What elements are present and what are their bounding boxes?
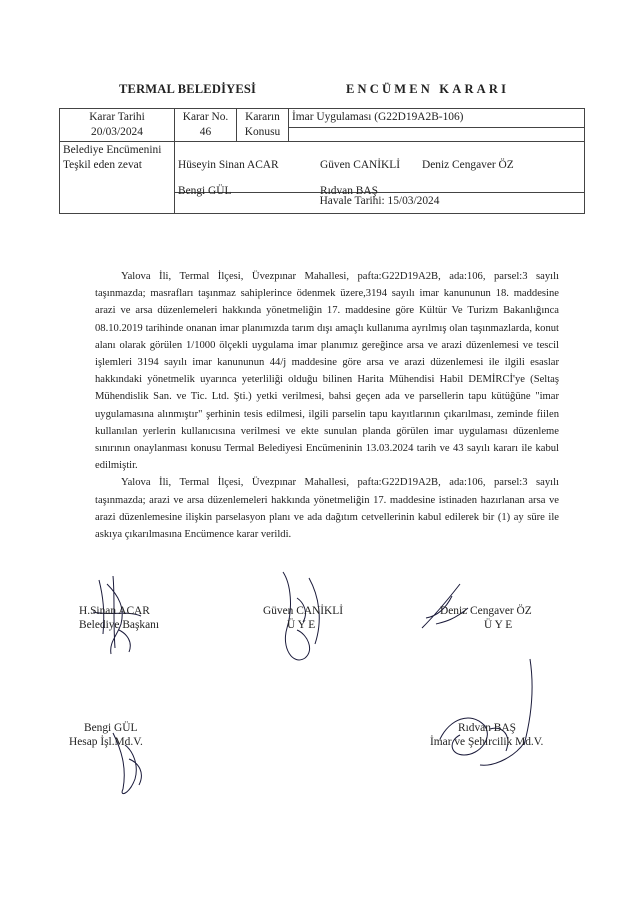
institution-title: TERMAL BELEDİYESİ xyxy=(119,82,257,96)
signature-title-acar: Belediye Başkanı xyxy=(79,619,160,631)
decision-subject-value: İmar Uygulaması (G22D19A2B-106) xyxy=(292,111,464,123)
signature-block-acar xyxy=(79,604,159,632)
signature-name-bas: Rıdvan BAŞ xyxy=(458,722,516,734)
signature-name-gul: Bengi GÜL xyxy=(84,722,138,734)
signature-name-acar: H.Sinan ACAR xyxy=(79,605,150,617)
member-gul: Bengi GÜL xyxy=(178,185,232,197)
signature-block-bas xyxy=(430,721,543,749)
member-bas: Rıdvan BAŞ xyxy=(320,185,378,197)
decision-header-table xyxy=(59,108,585,214)
referral-date-cell xyxy=(175,193,585,214)
decision-body xyxy=(95,268,559,543)
member-acar: Hüseyin Sinan ACAR xyxy=(178,159,279,171)
signature-block-canikli xyxy=(263,604,343,632)
document-type-title: ENCÜMEN KARARI xyxy=(346,82,510,96)
council-members-cell xyxy=(175,142,585,197)
decision-subject-label-cell xyxy=(237,109,289,142)
decision-no-label: Karar No. xyxy=(182,111,229,123)
signature-block-oz xyxy=(440,604,532,632)
decision-subject-value-cell xyxy=(289,109,585,142)
decision-date-cell xyxy=(60,109,175,142)
council-label-2: Teşkil eden zevat xyxy=(63,159,142,171)
signature-title-bas: İmar ve Şehircilik Md.V. xyxy=(430,736,544,748)
decision-no-cell xyxy=(175,109,237,142)
signature-block-gul xyxy=(69,721,143,749)
member-canikli: Güven CANİKLİ xyxy=(320,159,401,171)
decision-paragraph-2: Yalova İli, Termal İlçesi, Üvezpınar Mahallesi, pafta:G22D19A2B, ada:106, parsel:3 sayılı taşınmazda; arazi ve arsa düzenlemeleri hakkında yönetmeliğin 17. maddesine istinaden hazırlanan arsa ve arazi düzenlemesine ilişkin parselasyon planı ve ada dağıtım cetvellerinin kabul edilerek bir (1) ay süre ile askıya çıkarılmasına Encümence karar verildi. xyxy=(95,477,559,541)
signature-title-oz: Ü Y E xyxy=(484,619,513,631)
signature-title-gul: Hesap İşl.Md.V. xyxy=(69,736,143,748)
decision-subject-label-2: Konusu xyxy=(244,126,281,138)
signature-title-canikli: Ü Y E xyxy=(287,619,316,631)
council-label-1: Belediye Encümenini xyxy=(63,144,162,156)
decision-date-label: Karar Tarihi xyxy=(89,111,145,123)
decision-no-value: 46 xyxy=(199,126,212,138)
member-oz: Deniz Cengaver ÖZ xyxy=(422,159,514,171)
referral-date: Havale Tarihi: 15/03/2024 xyxy=(319,195,440,207)
council-label-cell xyxy=(60,142,175,214)
handwritten-signature-bas xyxy=(420,655,560,785)
decision-date-value: 20/03/2024 xyxy=(91,126,143,138)
decision-paragraph-1: Yalova İli, Termal İlçesi, Üvezpınar Mahallesi, pafta:G22D19A2B, ada:106, parsel:3 sayılı taşınmazda; masrafları taşınmaz sahiplerince ödenmek üzere,3194 sayılı imar kanununun 18. maddesine arazi ve arsa düzenlemeleri hakkında yönetmeliğin 17. maddesine göre Kültür Ve Turizm Bakanlığınca 08.10.2019 tarihinde onanan imar planımızda tarım dışı amaçlı kullanıma ayrılmış olan taşınmazlarda, konut alanı olarak görülen 1/1000 ölçekli uygulama imar planımız gereğince arsa ve arazi düzenlemesi ve tescil işlemleri 3194 sayılı imar kanununun 44/j maddesine göre arsa ve arazi düzenlemesi ile ilgili esaslar hakkındaki yönetmelik uyarınca yeterliliği olduğu bilinen Harita Mühendisi Habil DEMİRCİ'ye (Seltaş Mühendislik San. ve Tic. Ltd. Şti.) yetki verilmesi, bahsi geçen ada ve parsellerin tapu kütüğüne "imar uygulamasına alınmıştır" şerhinin tesis edilmesi, ilgili parselin tapu kayıtlarının çıkarılması, zeminde fiilen kullanılan yerlerin kullanıcısına verilmesi ve ekte sunulan planda görülen imar uygulaması düzenleme sınırının onaylanması konusu Termal Belediyesi Encümeninin 13.03.2024 tarih ve 43 sayılı kararı ile kabul edilmiştir. xyxy=(95,271,559,472)
signature-name-canikli: Güven CANİKLİ xyxy=(263,605,344,617)
decision-subject-label-1: Kararın xyxy=(245,111,280,123)
signature-name-oz: Deniz Cengaver ÖZ xyxy=(440,605,532,617)
